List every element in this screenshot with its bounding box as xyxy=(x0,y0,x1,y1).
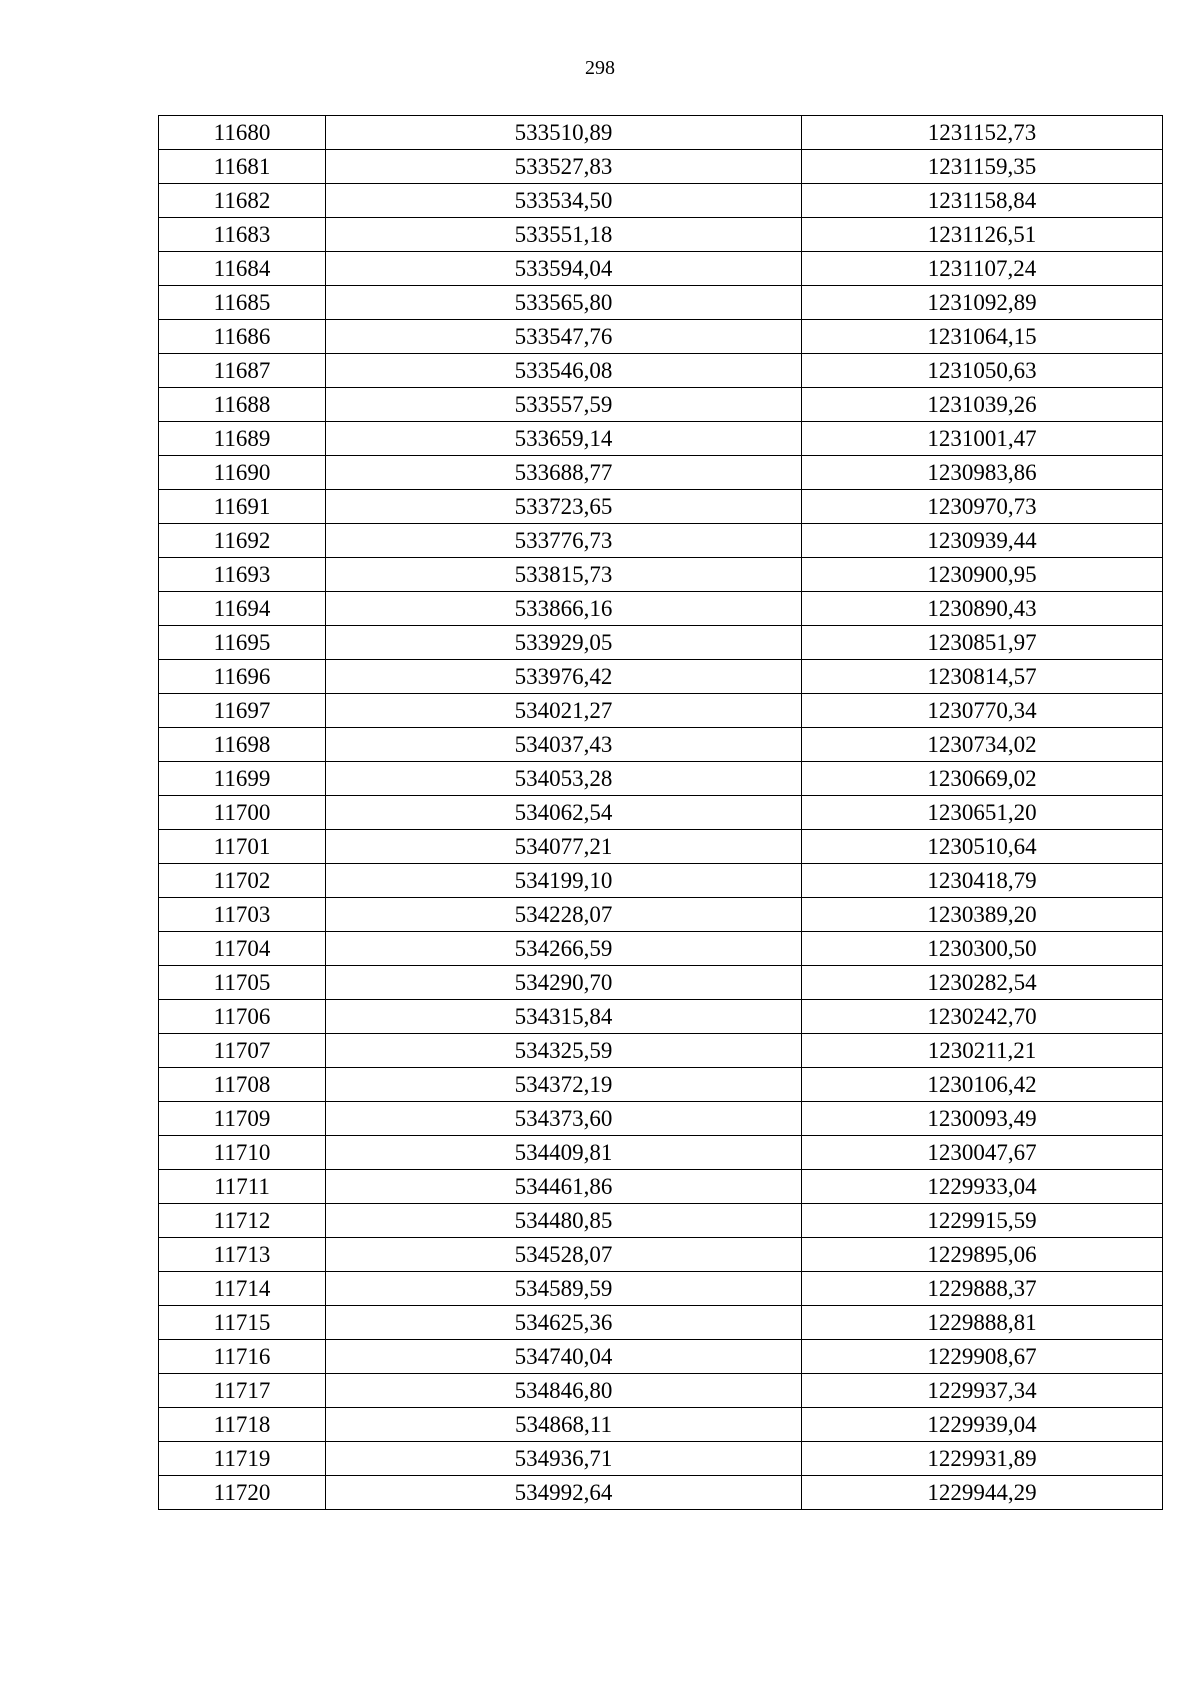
table-row xyxy=(159,184,1163,218)
table-row xyxy=(159,422,1163,456)
point-number-cell: 11713 xyxy=(159,1238,326,1272)
point-number-cell: 11709 xyxy=(159,1102,326,1136)
point-number-cell: 11711 xyxy=(159,1170,326,1204)
table-row xyxy=(159,1408,1163,1442)
table-row xyxy=(159,286,1163,320)
x-coordinate-cell: 534266,59 xyxy=(326,932,802,966)
y-coordinate-cell: 1230734,02 xyxy=(802,728,1163,762)
y-coordinate-cell: 1230242,70 xyxy=(802,1000,1163,1034)
table-row xyxy=(159,320,1163,354)
table-row xyxy=(159,388,1163,422)
table-row xyxy=(159,1068,1163,1102)
y-coordinate-cell: 1231039,26 xyxy=(802,388,1163,422)
table-row xyxy=(159,830,1163,864)
y-coordinate-cell: 1230510,64 xyxy=(802,830,1163,864)
table-row xyxy=(159,728,1163,762)
point-number-cell: 11717 xyxy=(159,1374,326,1408)
y-coordinate-cell: 1229933,04 xyxy=(802,1170,1163,1204)
x-coordinate-cell: 533776,73 xyxy=(326,524,802,558)
x-coordinate-cell: 533976,42 xyxy=(326,660,802,694)
x-coordinate-cell: 534053,28 xyxy=(326,762,802,796)
table-row xyxy=(159,524,1163,558)
x-coordinate-cell: 534315,84 xyxy=(326,1000,802,1034)
point-number-cell: 11681 xyxy=(159,150,326,184)
coordinates-table xyxy=(158,115,1163,1510)
point-number-cell: 11682 xyxy=(159,184,326,218)
x-coordinate-cell: 533866,16 xyxy=(326,592,802,626)
table-row xyxy=(159,1170,1163,1204)
point-number-cell: 11715 xyxy=(159,1306,326,1340)
point-number-cell: 11710 xyxy=(159,1136,326,1170)
x-coordinate-cell: 534868,11 xyxy=(326,1408,802,1442)
table-row xyxy=(159,660,1163,694)
y-coordinate-cell: 1230211,21 xyxy=(802,1034,1163,1068)
table-row xyxy=(159,354,1163,388)
y-coordinate-cell: 1230418,79 xyxy=(802,864,1163,898)
table-row xyxy=(159,456,1163,490)
x-coordinate-cell: 534846,80 xyxy=(326,1374,802,1408)
y-coordinate-cell: 1230282,54 xyxy=(802,966,1163,1000)
table-row xyxy=(159,1204,1163,1238)
point-number-cell: 11703 xyxy=(159,898,326,932)
y-coordinate-cell: 1231159,35 xyxy=(802,150,1163,184)
x-coordinate-cell: 533815,73 xyxy=(326,558,802,592)
x-coordinate-cell: 533688,77 xyxy=(326,456,802,490)
x-coordinate-cell: 533534,50 xyxy=(326,184,802,218)
x-coordinate-cell: 534077,21 xyxy=(326,830,802,864)
point-number-cell: 11714 xyxy=(159,1272,326,1306)
point-number-cell: 11702 xyxy=(159,864,326,898)
table-row xyxy=(159,1000,1163,1034)
x-coordinate-cell: 534037,43 xyxy=(326,728,802,762)
point-number-cell: 11704 xyxy=(159,932,326,966)
x-coordinate-cell: 534625,36 xyxy=(326,1306,802,1340)
point-number-cell: 11683 xyxy=(159,218,326,252)
y-coordinate-cell: 1230814,57 xyxy=(802,660,1163,694)
x-coordinate-cell: 534021,27 xyxy=(326,694,802,728)
y-coordinate-cell: 1229931,89 xyxy=(802,1442,1163,1476)
point-number-cell: 11697 xyxy=(159,694,326,728)
table-row xyxy=(159,864,1163,898)
y-coordinate-cell: 1231126,51 xyxy=(802,218,1163,252)
table-row xyxy=(159,1340,1163,1374)
y-coordinate-cell: 1231092,89 xyxy=(802,286,1163,320)
point-number-cell: 11689 xyxy=(159,422,326,456)
y-coordinate-cell: 1230770,34 xyxy=(802,694,1163,728)
table-row xyxy=(159,1442,1163,1476)
y-coordinate-cell: 1230890,43 xyxy=(802,592,1163,626)
y-coordinate-cell: 1230970,73 xyxy=(802,490,1163,524)
coordinates-table-body xyxy=(159,116,1163,1510)
point-number-cell: 11719 xyxy=(159,1442,326,1476)
x-coordinate-cell: 534062,54 xyxy=(326,796,802,830)
x-coordinate-cell: 534480,85 xyxy=(326,1204,802,1238)
point-number-cell: 11693 xyxy=(159,558,326,592)
y-coordinate-cell: 1231107,24 xyxy=(802,252,1163,286)
point-number-cell: 11712 xyxy=(159,1204,326,1238)
table-row xyxy=(159,592,1163,626)
y-coordinate-cell: 1229937,34 xyxy=(802,1374,1163,1408)
point-number-cell: 11684 xyxy=(159,252,326,286)
x-coordinate-cell: 533557,59 xyxy=(326,388,802,422)
x-coordinate-cell: 534461,86 xyxy=(326,1170,802,1204)
y-coordinate-cell: 1230851,97 xyxy=(802,626,1163,660)
x-coordinate-cell: 534992,64 xyxy=(326,1476,802,1510)
x-coordinate-cell: 533546,08 xyxy=(326,354,802,388)
point-number-cell: 11706 xyxy=(159,1000,326,1034)
y-coordinate-cell: 1230047,67 xyxy=(802,1136,1163,1170)
point-number-cell: 11686 xyxy=(159,320,326,354)
x-coordinate-cell: 533594,04 xyxy=(326,252,802,286)
x-coordinate-cell: 534228,07 xyxy=(326,898,802,932)
x-coordinate-cell: 534372,19 xyxy=(326,1068,802,1102)
point-number-cell: 11718 xyxy=(159,1408,326,1442)
x-coordinate-cell: 534528,07 xyxy=(326,1238,802,1272)
point-number-cell: 11700 xyxy=(159,796,326,830)
table-row xyxy=(159,1238,1163,1272)
y-coordinate-cell: 1231064,15 xyxy=(802,320,1163,354)
y-coordinate-cell: 1229908,67 xyxy=(802,1340,1163,1374)
x-coordinate-cell: 533659,14 xyxy=(326,422,802,456)
y-coordinate-cell: 1229915,59 xyxy=(802,1204,1163,1238)
table-row xyxy=(159,218,1163,252)
table-row xyxy=(159,1476,1163,1510)
x-coordinate-cell: 533929,05 xyxy=(326,626,802,660)
table-row xyxy=(159,626,1163,660)
point-number-cell: 11696 xyxy=(159,660,326,694)
x-coordinate-cell: 533547,76 xyxy=(326,320,802,354)
y-coordinate-cell: 1230106,42 xyxy=(802,1068,1163,1102)
y-coordinate-cell: 1231158,84 xyxy=(802,184,1163,218)
point-number-cell: 11720 xyxy=(159,1476,326,1510)
table-row xyxy=(159,116,1163,150)
table-row xyxy=(159,796,1163,830)
y-coordinate-cell: 1231001,47 xyxy=(802,422,1163,456)
y-coordinate-cell: 1231050,63 xyxy=(802,354,1163,388)
y-coordinate-cell: 1229944,29 xyxy=(802,1476,1163,1510)
point-number-cell: 11680 xyxy=(159,116,326,150)
y-coordinate-cell: 1230669,02 xyxy=(802,762,1163,796)
table-row xyxy=(159,1374,1163,1408)
y-coordinate-cell: 1230093,49 xyxy=(802,1102,1163,1136)
table-row xyxy=(159,762,1163,796)
x-coordinate-cell: 534740,04 xyxy=(326,1340,802,1374)
x-coordinate-cell: 534373,60 xyxy=(326,1102,802,1136)
point-number-cell: 11707 xyxy=(159,1034,326,1068)
point-number-cell: 11698 xyxy=(159,728,326,762)
y-coordinate-cell: 1229888,81 xyxy=(802,1306,1163,1340)
point-number-cell: 11692 xyxy=(159,524,326,558)
y-coordinate-cell: 1229888,37 xyxy=(802,1272,1163,1306)
point-number-cell: 11708 xyxy=(159,1068,326,1102)
table-row xyxy=(159,1034,1163,1068)
x-coordinate-cell: 533551,18 xyxy=(326,218,802,252)
table-row xyxy=(159,1136,1163,1170)
table-row xyxy=(159,932,1163,966)
x-coordinate-cell: 534290,70 xyxy=(326,966,802,1000)
point-number-cell: 11691 xyxy=(159,490,326,524)
x-coordinate-cell: 533510,89 xyxy=(326,116,802,150)
x-coordinate-cell: 533527,83 xyxy=(326,150,802,184)
x-coordinate-cell: 533723,65 xyxy=(326,490,802,524)
y-coordinate-cell: 1230651,20 xyxy=(802,796,1163,830)
x-coordinate-cell: 534589,59 xyxy=(326,1272,802,1306)
table-row xyxy=(159,966,1163,1000)
point-number-cell: 11690 xyxy=(159,456,326,490)
table-row xyxy=(159,1272,1163,1306)
x-coordinate-cell: 534199,10 xyxy=(326,864,802,898)
point-number-cell: 11701 xyxy=(159,830,326,864)
table-row xyxy=(159,1102,1163,1136)
y-coordinate-cell: 1230939,44 xyxy=(802,524,1163,558)
x-coordinate-cell: 534409,81 xyxy=(326,1136,802,1170)
point-number-cell: 11685 xyxy=(159,286,326,320)
y-coordinate-cell: 1230389,20 xyxy=(802,898,1163,932)
table-row xyxy=(159,558,1163,592)
x-coordinate-cell: 533565,80 xyxy=(326,286,802,320)
point-number-cell: 11687 xyxy=(159,354,326,388)
y-coordinate-cell: 1230300,50 xyxy=(802,932,1163,966)
table-row xyxy=(159,150,1163,184)
x-coordinate-cell: 534936,71 xyxy=(326,1442,802,1476)
point-number-cell: 11694 xyxy=(159,592,326,626)
page-number: 298 xyxy=(585,57,615,79)
table-row xyxy=(159,252,1163,286)
point-number-cell: 11695 xyxy=(159,626,326,660)
y-coordinate-cell: 1230900,95 xyxy=(802,558,1163,592)
point-number-cell: 11705 xyxy=(159,966,326,1000)
y-coordinate-cell: 1230983,86 xyxy=(802,456,1163,490)
table-row xyxy=(159,1306,1163,1340)
y-coordinate-cell: 1229895,06 xyxy=(802,1238,1163,1272)
table-row xyxy=(159,898,1163,932)
y-coordinate-cell: 1229939,04 xyxy=(802,1408,1163,1442)
point-number-cell: 11716 xyxy=(159,1340,326,1374)
point-number-cell: 11688 xyxy=(159,388,326,422)
point-number-cell: 11699 xyxy=(159,762,326,796)
table-row xyxy=(159,694,1163,728)
x-coordinate-cell: 534325,59 xyxy=(326,1034,802,1068)
y-coordinate-cell: 1231152,73 xyxy=(802,116,1163,150)
table-row xyxy=(159,490,1163,524)
